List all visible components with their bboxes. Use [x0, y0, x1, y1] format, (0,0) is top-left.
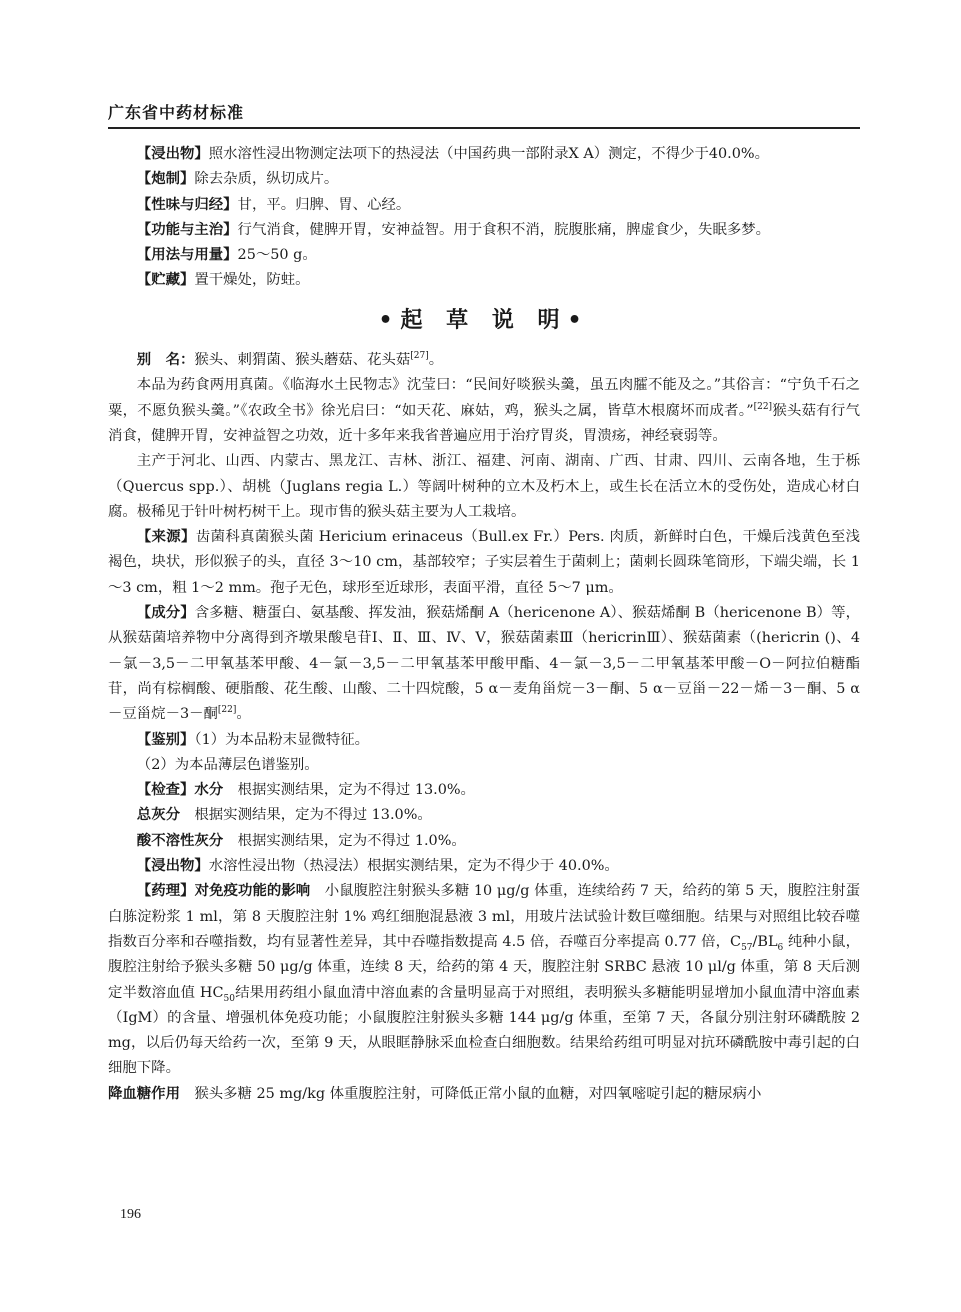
acid-ash-text: 根据实测结果，定为不得过 1.0%。 — [237, 832, 466, 849]
intro-text-1: 本品为药食两用真菌。《临海水土民物志》沈莹曰：“民间好啖猴头羹，虽五肉臛不能及之。”其俗言：“宁负千石之粟，不愿负猴头羹。”《农政全书》徐光启曰：“如天花、麻姑，鸡，猴头之属，皆草木根腐坏而成者。” — [108, 377, 860, 419]
ash-label: 总灰分 — [136, 807, 180, 824]
acid-ash-paragraph — [108, 829, 860, 854]
identification-label: 【鉴别】 — [136, 731, 195, 748]
pharmacology-paragraph — [108, 879, 860, 1081]
glucose-text: 猴头多糖 25 mg/kg 体重腹腔注射，可降低正常小鼠的血糖，对四氧嘧啶引起的糖尿病小 — [194, 1085, 762, 1102]
running-header: 广东省中药材标准 — [108, 103, 245, 122]
intro-paragraph-1 — [108, 373, 860, 449]
immune-subscript-1: 57 — [741, 942, 753, 953]
immune-subscript-3: 50 — [223, 993, 235, 1004]
usage-paragraph — [108, 243, 860, 268]
section-title: •起 草 说 明• — [378, 307, 590, 333]
nature-label: 【性味与归经】 — [136, 196, 238, 213]
intro-text-1-end: 猴头菇有行气消食，健脾开胃，安神益智之功效，近十多年来我省普遍应用于治疗胃炎，胃溃疡，神经衰弱等。 — [108, 402, 860, 444]
extract-paragraph — [108, 142, 860, 167]
components-end: 。 — [236, 706, 251, 723]
nature-text: 甘，平。归脾、胃、心经。 — [237, 196, 411, 213]
check-label: 【检查】 — [136, 782, 195, 799]
immune-text-a: 小鼠腹腔注射猴头多糖 10 μg/g 体重，连续给药 7 天，给药的第 5 天，腹腔注射蛋白胨淀粉浆 1 ml，第 8 天腹腔注射 1% 鸡红细胞混悬液 3 ml，用玻片法试验计数巨噬细胞。结果与对照组比较吞噬指数百分率和吞噬指数，均有显著性差异，其中吞噬指数提高 4.5 倍，吞噬百分率提高 0.77 倍，C — [108, 883, 860, 950]
processing-paragraph — [108, 167, 860, 192]
processing-label: 【炮制】 — [136, 171, 195, 188]
usage-label: 【用法与用量】 — [136, 247, 238, 264]
immune-subscript-2: 6 — [777, 942, 784, 953]
identification-paragraph-2: （2）为本品薄层色谱鉴别。 — [136, 756, 319, 773]
processing-text: 除去杂质，纵切成片。 — [194, 171, 339, 188]
components-reference: [22] — [217, 705, 237, 716]
acid-ash-label: 酸不溶性灰分 — [136, 832, 224, 849]
storage-text: 置干燥处，防蛀。 — [194, 272, 310, 289]
glucose-label: 降血糖作用 — [108, 1085, 180, 1102]
page-number: 196 — [120, 1207, 141, 1222]
source-text: 齿菌科真菌猴头菌 Hericium erinaceus（Bull.ex Fr.）Pers. 肉质，新鲜时白色，干燥后浅黄色至浅褐色，块状，形似猴子的头，直径 3～10 cm，基部较窄；子实层着生于菌刺上；菌刺长圆珠笔筒形，下端尖端，长 1～3 cm，粗 1～2 mm。孢子无色，球形至近球形，表面平滑，直径 5～7 μm。 — [108, 529, 860, 596]
identification-paragraph — [108, 728, 860, 753]
alias-paragraph — [108, 348, 860, 373]
draft-extract-label: 【浸出物】 — [136, 858, 209, 875]
intro-paragraph-2: 主产于河北、山西、内蒙古、黑龙江、吉林、浙江、福建、河南、湖南、广西、甘肃、四川、云南各地，生于栎（Quercus spp.）、胡桃（Juglans regia L.）等阔叶树种的立木及朽木上，或生长在活立木的受伤处，造成心材白腐。极稀见于针叶树朽树干上。现市售的猴头菇主要为人工栽培。 — [108, 453, 860, 520]
pharmacology-label: 【药理】 — [136, 883, 195, 900]
components-text: 含多糖、糖蛋白、氨基酸、挥发油，猴菇烯酮 A（hericenone A）、猴菇烯酮 B（hericenone B）等，从猴菇菌培养物中分离得到齐墩果酸皂苷Ⅰ、Ⅱ、Ⅲ、Ⅳ、Ⅴ，猴菇菌素Ⅲ（hericrinⅢ）、猴菇菌素（(hericrin ()、4－氯－3,5－二甲氧基苯甲酸、4－氯－3,5－二甲氧基苯甲酸甲酯、4－氯－3,5－二甲氧基苯甲酸－O－阿拉伯糖酯苷，尚有棕榈酸、硬脂酸、花生酸、山酸、二十四烷酸，5 α－麦角甾烷－3－酮、5 α－豆甾－22－烯－3－酮、5 α－豆甾烷－3－酮 — [108, 605, 860, 723]
intro-reference: [22] — [753, 401, 773, 412]
storage-paragraph — [108, 268, 860, 293]
source-label: 【来源】 — [136, 529, 196, 546]
glucose-paragraph — [108, 1082, 860, 1107]
function-text: 行气消食，健脾开胃，安神益智。用于食积不消，脘腹胀痛，脾虚食少，失眠多梦。 — [237, 221, 771, 238]
function-label: 【功能与主治】 — [136, 221, 238, 238]
source-paragraph — [108, 525, 860, 601]
draft-extract-paragraph — [108, 854, 860, 879]
immune-text-c: 纯种小鼠，腹腔注射给予猴头多糖 50 μg/g 体重，连续 8 天，给药的第 4 天，腹腔注射 SRBC 悬液 10 μl/g 体重，第 8 天后测定半数溶血值 HC — [108, 933, 860, 1001]
components-label: 【成分】 — [136, 605, 195, 622]
draft-extract-text: 水溶性浸出物（热浸法）根据实测结果，定为不得少于 40.0%。 — [208, 858, 619, 875]
section-title-wrap — [108, 308, 860, 336]
components-paragraph — [108, 601, 860, 727]
alias-label: 别 名： — [136, 352, 195, 369]
immune-label: 对免疫功能的影响 — [194, 883, 311, 900]
check-paragraph — [108, 778, 860, 803]
ash-paragraph — [108, 803, 860, 828]
moisture-text: 根据实测结果，定为不得过 13.0%。 — [237, 782, 475, 799]
function-paragraph — [108, 218, 860, 243]
usage-text: 25～50 g。 — [237, 247, 317, 264]
nature-paragraph — [108, 193, 860, 218]
immune-text-d: 结果用药组小鼠血清中溶血素的含量明显高于对照组，表明猴头多糖能明显增加小鼠血清中溶血素（IgM）的含量、增强机体免疫功能；小鼠腹腔注射猴头多糖 144 μg/g 体重，至第 7 天，各鼠分别注射环磷酰胺 2 mg，以后仍每天给药一次，至第 9 天，从眼眶静脉采血检查白细胞数。结果给药组可明显对抗环磷酰胺中毒引起的白细胞下降。 — [108, 984, 860, 1077]
page-body — [108, 142, 860, 1107]
immune-text-b: /BL — [752, 933, 778, 950]
moisture-label: 水分 — [194, 782, 224, 799]
header-rule — [108, 127, 860, 129]
alias-text: 猴头、刺猬菌、猴头蘑菇、花头菇 — [194, 352, 411, 369]
alias-reference: [27] — [410, 351, 429, 362]
extract-label: 【浸出物】 — [136, 146, 209, 162]
ash-text: 根据实测结果，定为不得过 13.0%。 — [194, 807, 432, 824]
storage-label: 【贮藏】 — [136, 272, 195, 289]
alias-end: 。 — [428, 352, 444, 369]
extract-text: 照水溶性浸出物测定法项下的热浸法（中国药典一部附录Ⅹ A）测定，不得少于40.0%。 — [208, 146, 769, 162]
identification-text-1: （1）为本品粉末显微特征。 — [194, 731, 370, 748]
